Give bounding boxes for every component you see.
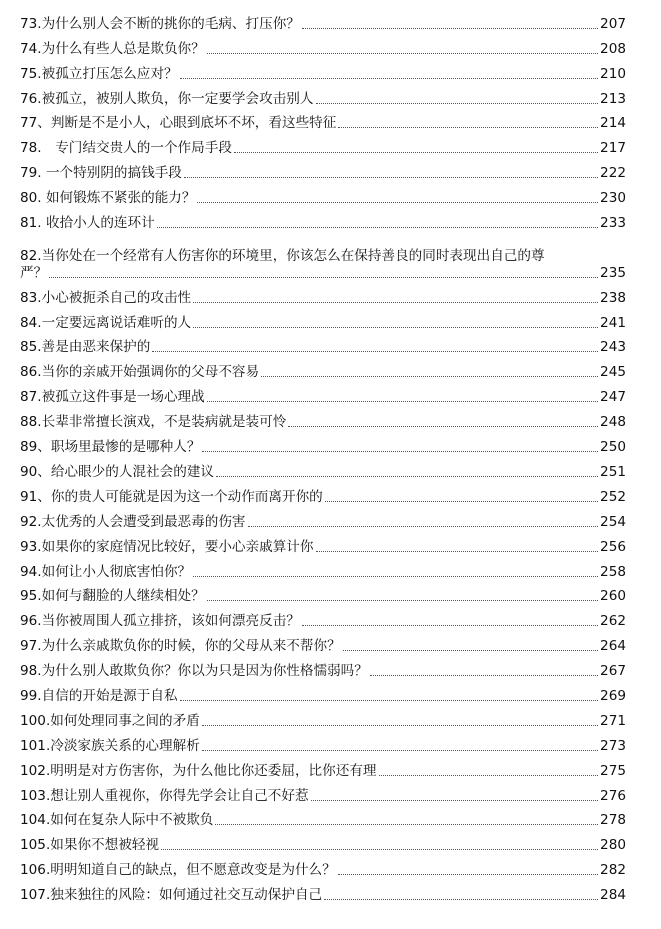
toc-entry-title: 76.被孤立，被别人欺负，你一定要学会攻击别人 bbox=[20, 90, 314, 107]
toc-entry-84[interactable] bbox=[20, 307, 626, 332]
toc-entry-page: 258 bbox=[600, 563, 626, 580]
toc-entry-title: 83.小心被扼杀自己的攻击性 bbox=[20, 289, 192, 306]
toc-entry-title: 92.太优秀的人会遭受到最恶毒的伤害 bbox=[20, 513, 246, 530]
toc-entry-95[interactable] bbox=[20, 581, 626, 606]
toc-entry-title: 93.如果你的家庭情况比较好，要小心亲戚算计你 bbox=[20, 538, 314, 555]
toc-entry-82[interactable] bbox=[20, 232, 626, 282]
toc-entry-page: 260 bbox=[600, 588, 626, 605]
toc-entry-85[interactable] bbox=[20, 332, 626, 357]
dot-leader bbox=[316, 103, 599, 104]
dot-leader bbox=[202, 750, 598, 751]
toc-entry-page: 241 bbox=[600, 314, 626, 331]
toc-entry-title: 105.如果你不想被轻视 bbox=[20, 837, 160, 854]
toc-entry-page: 248 bbox=[600, 414, 626, 431]
toc-entry-104[interactable] bbox=[20, 805, 626, 830]
toc-entry-title: 99.自信的开始是源于自私 bbox=[20, 687, 178, 704]
toc-entry-page: 250 bbox=[600, 439, 626, 456]
toc-entry-77[interactable] bbox=[20, 108, 626, 133]
dot-leader bbox=[338, 874, 598, 875]
dot-leader bbox=[379, 775, 599, 776]
dot-leader bbox=[202, 451, 598, 452]
dot-leader bbox=[288, 426, 598, 427]
toc-entry-page: 208 bbox=[600, 40, 626, 57]
dot-leader bbox=[302, 625, 598, 626]
toc-entry-page: 247 bbox=[600, 389, 626, 406]
toc-entry-title: 81. 收拾小人的连环计 bbox=[20, 215, 155, 232]
toc-entry-page: 230 bbox=[600, 190, 626, 207]
dot-leader bbox=[157, 227, 598, 228]
toc-entry-100[interactable] bbox=[20, 705, 626, 730]
toc-entry-86[interactable] bbox=[20, 356, 626, 381]
toc-entry-title: 89、职场里最惨的是哪种人？ bbox=[20, 439, 201, 456]
dot-leader bbox=[207, 401, 598, 402]
toc-entry-page: 252 bbox=[600, 488, 626, 505]
dot-leader bbox=[202, 725, 598, 726]
toc-entry-title: 88.长辈非常擅长演戏，不是装病就是装可怜 bbox=[20, 414, 287, 431]
toc-entry-87[interactable] bbox=[20, 381, 626, 406]
toc-entry-97[interactable] bbox=[20, 630, 626, 655]
toc-entry-81[interactable] bbox=[20, 207, 626, 232]
toc-entry-title: 104.如何在复杂人际中不被欺负 bbox=[20, 812, 214, 829]
toc-entry-101[interactable] bbox=[20, 730, 626, 755]
toc-entry-title: 77、判断是不是小人，心眼到底坏不坏，看这些特征 bbox=[20, 115, 337, 132]
table-of-contents bbox=[20, 8, 626, 904]
toc-entry-page: 245 bbox=[600, 364, 626, 381]
dot-leader bbox=[180, 700, 598, 701]
toc-entry-page: 210 bbox=[600, 65, 626, 82]
toc-entry-page: 214 bbox=[600, 115, 626, 132]
toc-entry-page: 235 bbox=[600, 264, 626, 281]
dot-leader bbox=[343, 650, 598, 651]
dot-leader bbox=[261, 376, 598, 377]
toc-entry-title: 78. 专门结交贵人的一个作局手段 bbox=[20, 140, 232, 157]
toc-entry-title: 106.明明知道自己的缺点，但不愿意改变是为什么？ bbox=[20, 862, 336, 879]
toc-entry-99[interactable] bbox=[20, 680, 626, 705]
toc-entry-80[interactable] bbox=[20, 182, 626, 207]
toc-entry-page: 254 bbox=[600, 513, 626, 530]
dot-leader bbox=[316, 551, 599, 552]
toc-entry-title-continued: 严？ bbox=[20, 264, 48, 281]
dot-leader bbox=[193, 327, 598, 328]
toc-entry-title: 90、给心眼少的人混社会的建议 bbox=[20, 463, 215, 480]
toc-entry-title: 101.冷淡家族关系的心理解析 bbox=[20, 737, 200, 754]
dot-leader bbox=[207, 600, 598, 601]
toc-entry-title: 73.为什么别人会不断的挑你的毛病、打压你？ bbox=[20, 15, 300, 32]
dot-leader bbox=[215, 824, 598, 825]
toc-entry-title: 103.想让别人重视你，你得先学会让自己不好惹 bbox=[20, 787, 309, 804]
toc-entry-98[interactable] bbox=[20, 655, 626, 680]
dot-leader bbox=[152, 351, 598, 352]
dot-leader bbox=[248, 526, 599, 527]
toc-entry-title: 84.一定要远离说话难听的人 bbox=[20, 314, 192, 331]
dot-leader bbox=[324, 899, 598, 900]
toc-entry-page: 282 bbox=[600, 862, 626, 879]
toc-entry-title: 95.如何与翻脸的人继续相处？ bbox=[20, 588, 205, 605]
toc-entry-89[interactable] bbox=[20, 431, 626, 456]
dot-leader bbox=[193, 302, 598, 303]
toc-entry-title: 85.善是由恶来保护的 bbox=[20, 339, 151, 356]
dot-leader bbox=[180, 78, 598, 79]
toc-entry-title: 100.如何处理同事之间的矛盾 bbox=[20, 712, 200, 729]
dot-leader bbox=[234, 152, 598, 153]
toc-entry-title: 98.为什么别人敢欺负你？你以为只是因为你性格懦弱吗？ bbox=[20, 663, 368, 680]
toc-entry-page: 264 bbox=[600, 638, 626, 655]
toc-entry-93[interactable] bbox=[20, 531, 626, 556]
toc-entry-title: 94.如何让小人彻底害怕你？ bbox=[20, 563, 192, 580]
toc-entry-96[interactable] bbox=[20, 605, 626, 630]
toc-entry-page: 233 bbox=[600, 215, 626, 232]
toc-entry-page: 222 bbox=[600, 165, 626, 182]
toc-entry-79[interactable] bbox=[20, 157, 626, 182]
toc-entry-page: 267 bbox=[600, 663, 626, 680]
toc-entry-106[interactable] bbox=[20, 854, 626, 879]
toc-entry-78[interactable] bbox=[20, 132, 626, 157]
toc-entry-90[interactable] bbox=[20, 456, 626, 481]
dot-leader bbox=[311, 800, 598, 801]
toc-entry-title: 107.独来独往的风险：如何通过社交互动保护自己 bbox=[20, 887, 323, 904]
dot-leader bbox=[216, 476, 598, 477]
toc-entry-page: 275 bbox=[600, 762, 626, 779]
toc-entry-page: 217 bbox=[600, 140, 626, 157]
toc-entry-page: 262 bbox=[600, 613, 626, 630]
toc-entry-73[interactable] bbox=[20, 8, 626, 33]
toc-entry-83[interactable] bbox=[20, 282, 626, 307]
toc-entry-title: 79. 一个特别阴的搞钱手段 bbox=[20, 165, 182, 182]
toc-entry-107[interactable] bbox=[20, 879, 626, 904]
toc-entry-title: 86.当你的亲戚开始强调你的父母不容易 bbox=[20, 364, 260, 381]
toc-entry-page: 276 bbox=[600, 787, 626, 804]
toc-entry-76[interactable] bbox=[20, 83, 626, 108]
dot-leader bbox=[207, 53, 598, 54]
dot-leader bbox=[338, 127, 598, 128]
toc-entry-page: 251 bbox=[600, 463, 626, 480]
toc-entry-page: 256 bbox=[600, 538, 626, 555]
toc-entry-page: 213 bbox=[600, 90, 626, 107]
toc-entry-105[interactable] bbox=[20, 829, 626, 854]
toc-entry-title: 75.被孤立打压怎么应对？ bbox=[20, 65, 178, 82]
toc-entry-page: 243 bbox=[600, 339, 626, 356]
dot-leader bbox=[49, 277, 598, 278]
toc-entry-page: 278 bbox=[600, 812, 626, 829]
dot-leader bbox=[197, 202, 598, 203]
toc-entry-title: 74.为什么有些人总是欺负你？ bbox=[20, 40, 205, 57]
toc-entry-102[interactable] bbox=[20, 755, 626, 780]
toc-entry-title: 80. 如何锻炼不紧张的能力？ bbox=[20, 190, 196, 207]
dot-leader bbox=[302, 28, 598, 29]
toc-entry-88[interactable] bbox=[20, 406, 626, 431]
toc-entry-92[interactable] bbox=[20, 506, 626, 531]
toc-entry-page: 280 bbox=[600, 837, 626, 854]
toc-entry-title: 87.被孤立这件事是一场心理战 bbox=[20, 389, 205, 406]
toc-entry-page: 269 bbox=[600, 687, 626, 704]
dot-leader bbox=[370, 675, 598, 676]
toc-entry-103[interactable] bbox=[20, 780, 626, 805]
toc-entry-title: 96.当你被周围人孤立排挤，该如何漂亮反击？ bbox=[20, 613, 300, 630]
dot-leader bbox=[184, 177, 598, 178]
toc-entry-title: 82.当你处在一个经常有人伤害你的环境里，你该怎么在保持善良的同时表现出自己的尊 bbox=[20, 247, 545, 264]
toc-entry-91[interactable] bbox=[20, 481, 626, 506]
toc-entry-title: 91、你的贵人可能就是因为这一个动作而离开你的 bbox=[20, 488, 323, 505]
toc-entry-page: 271 bbox=[600, 712, 626, 729]
dot-leader bbox=[325, 501, 598, 502]
dot-leader bbox=[161, 849, 598, 850]
toc-entry-page: 207 bbox=[600, 15, 626, 32]
dot-leader bbox=[193, 576, 598, 577]
toc-entry-page: 273 bbox=[600, 737, 626, 754]
toc-entry-page: 238 bbox=[600, 289, 626, 306]
toc-entry-title: 97.为什么亲戚欺负你的时候，你的父母从来不帮你？ bbox=[20, 638, 341, 655]
toc-entry-74[interactable] bbox=[20, 33, 626, 58]
toc-entry-94[interactable] bbox=[20, 556, 626, 581]
toc-entry-title: 102.明明是对方伤害你，为什么他比你还委屈，比你还有理 bbox=[20, 762, 377, 779]
toc-entry-75[interactable] bbox=[20, 58, 626, 83]
toc-entry-page: 284 bbox=[600, 887, 626, 904]
